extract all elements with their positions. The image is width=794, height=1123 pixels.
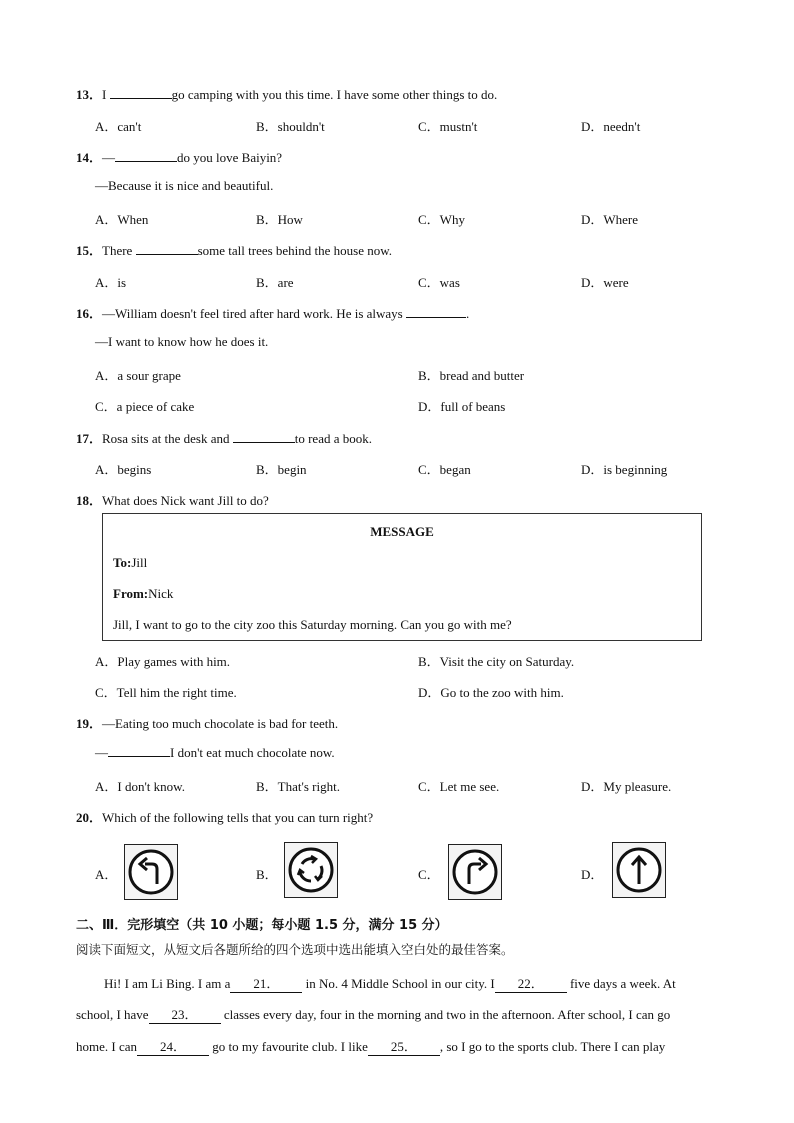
option-c: C．Let me see. bbox=[418, 779, 500, 794]
blank-24: 24． bbox=[137, 1036, 209, 1056]
question-15 bbox=[76, 240, 392, 259]
option-d: D．Where bbox=[581, 212, 639, 227]
question-text-post: . bbox=[466, 306, 470, 321]
question-number: 20． bbox=[76, 810, 103, 825]
option-c: C．was bbox=[418, 275, 460, 290]
option-a: A．a sour grape bbox=[95, 368, 181, 383]
message-from-value: Nick bbox=[148, 586, 174, 601]
question-text-post: do you love Baiyin? bbox=[177, 150, 283, 165]
question-text-pre: I bbox=[102, 87, 110, 102]
dialogue-answer: —I want to know how he does it. bbox=[95, 334, 269, 349]
question-14 bbox=[76, 147, 282, 166]
dialogue-answer: —Because it is nice and beautiful. bbox=[95, 178, 274, 193]
passage-text: home. I can bbox=[76, 1039, 138, 1054]
question-text: What does Nick want Jill to do? bbox=[102, 493, 269, 508]
option-c: C．mustn't bbox=[418, 119, 478, 134]
question-number: 16． bbox=[76, 306, 103, 321]
question-13 bbox=[76, 84, 497, 103]
message-from-label: From: bbox=[113, 586, 149, 601]
message-body: Jill, I want to go to the city zoo this Saturday morning. Can you go with me? bbox=[113, 617, 512, 632]
question-text-post: I don't eat much chocolate now. bbox=[170, 745, 335, 760]
option-a: A．begins bbox=[95, 462, 152, 477]
option-b: B．shouldn't bbox=[256, 119, 325, 134]
section-heading: 二、Ⅲ．完形填空（共 10 小题；每小题 1.5 分，满分 15 分） bbox=[76, 918, 448, 933]
question-text-pre: — bbox=[102, 150, 116, 165]
option-d: D．is beginning bbox=[581, 462, 668, 477]
option-b: B．are bbox=[256, 275, 294, 290]
option-a: A．I don't know. bbox=[95, 779, 185, 794]
option-b: B．How bbox=[256, 212, 303, 227]
option-b: B．That's right. bbox=[256, 779, 340, 794]
question-16 bbox=[76, 303, 469, 322]
option-d: D．Go to the zoo with him. bbox=[418, 685, 564, 700]
question-text: —Eating too much chocolate is bad for teeth. bbox=[102, 716, 339, 731]
message-title: MESSAGE bbox=[370, 524, 434, 539]
question-text: Which of the following tells that you can turn right? bbox=[102, 810, 374, 825]
question-text-post: some tall trees behind the house now. bbox=[197, 243, 393, 258]
dialogue-answer bbox=[95, 744, 335, 761]
question-number: 13． bbox=[76, 87, 103, 102]
question-text-pre: There bbox=[102, 243, 136, 258]
message-box bbox=[102, 513, 702, 641]
option-d: D．needn't bbox=[581, 119, 641, 134]
option-b: B．Visit the city on Saturday. bbox=[418, 654, 575, 669]
option-d: D． bbox=[581, 867, 604, 882]
passage-line-3 bbox=[76, 1036, 665, 1056]
question-text-pre: Rosa sits at the desk and bbox=[102, 431, 233, 446]
question-19 bbox=[76, 713, 338, 732]
question-number: 18． bbox=[76, 493, 103, 508]
passage-text: school, I have bbox=[76, 1007, 149, 1022]
question-number: 19． bbox=[76, 716, 103, 731]
option-a: A．can't bbox=[95, 119, 142, 134]
question-18 bbox=[76, 490, 269, 509]
answer-blank bbox=[115, 149, 177, 162]
option-c: C． bbox=[418, 867, 440, 882]
answer-blank bbox=[406, 305, 466, 318]
blank-25: 25． bbox=[368, 1036, 440, 1056]
option-b: B．bread and butter bbox=[418, 368, 525, 383]
option-a: A．is bbox=[95, 275, 127, 290]
option-d: D．My pleasure. bbox=[581, 779, 672, 794]
question-text-post: go camping with you this time. I have some other things to do. bbox=[171, 87, 498, 102]
message-to-value: Jill bbox=[131, 555, 148, 570]
question-text-pre: —William doesn't feel tired after hard work. He is always bbox=[102, 306, 406, 321]
question-number: 14． bbox=[76, 150, 103, 165]
answer-blank bbox=[233, 430, 295, 443]
question-number: 15． bbox=[76, 243, 103, 258]
option-b: B． bbox=[256, 867, 278, 882]
option-b: B．begin bbox=[256, 462, 307, 477]
question-17 bbox=[76, 428, 372, 447]
passage-line-1 bbox=[104, 973, 676, 993]
option-a: A．When bbox=[95, 212, 149, 227]
answer-blank bbox=[108, 744, 170, 757]
question-text-post: to read a book. bbox=[294, 431, 372, 446]
option-d: D．full of beans bbox=[418, 399, 506, 414]
blank-23: 23． bbox=[149, 1004, 221, 1024]
question-number: 17． bbox=[76, 431, 103, 446]
message-to bbox=[113, 555, 147, 571]
blank-22: 22． bbox=[495, 973, 567, 993]
passage-text: Hi! I am Li Bing. I am a bbox=[104, 976, 231, 991]
passage-text: , so I go to the sports club. There I can play bbox=[439, 1039, 666, 1054]
blank-21: 21． bbox=[230, 973, 302, 993]
message-from bbox=[113, 586, 173, 602]
passage-text: five days a week. At bbox=[566, 976, 676, 991]
option-c: C．Tell him the right time. bbox=[95, 685, 237, 700]
option-c: C．Why bbox=[418, 212, 465, 227]
turn-left-sign-icon bbox=[124, 844, 178, 900]
roundabout-sign-icon bbox=[284, 842, 338, 898]
answer-blank bbox=[136, 242, 198, 255]
turn-right-sign-icon bbox=[448, 844, 502, 900]
section-instruction: 阅读下面短文，从短文后各题所给的四个选项中选出能填入空白处的最佳答案。 bbox=[76, 942, 514, 957]
answer-blank bbox=[110, 86, 172, 99]
message-to-label: To: bbox=[113, 555, 132, 570]
option-a: A． bbox=[95, 867, 118, 882]
passage-text: go to my favourite club. I like bbox=[209, 1039, 368, 1054]
question-20 bbox=[76, 807, 373, 826]
go-straight-sign-icon bbox=[612, 842, 666, 898]
option-d: D．were bbox=[581, 275, 629, 290]
option-c: C．a piece of cake bbox=[95, 399, 195, 414]
passage-line-2 bbox=[76, 1004, 670, 1024]
option-c: C．began bbox=[418, 462, 471, 477]
question-text-pre: — bbox=[95, 745, 108, 760]
passage-text: classes every day, four in the morning and two in the afternoon. After school, I can go bbox=[220, 1007, 671, 1022]
option-a: A．Play games with him. bbox=[95, 654, 231, 669]
passage-text: in No. 4 Middle School in our city. I bbox=[302, 976, 495, 991]
